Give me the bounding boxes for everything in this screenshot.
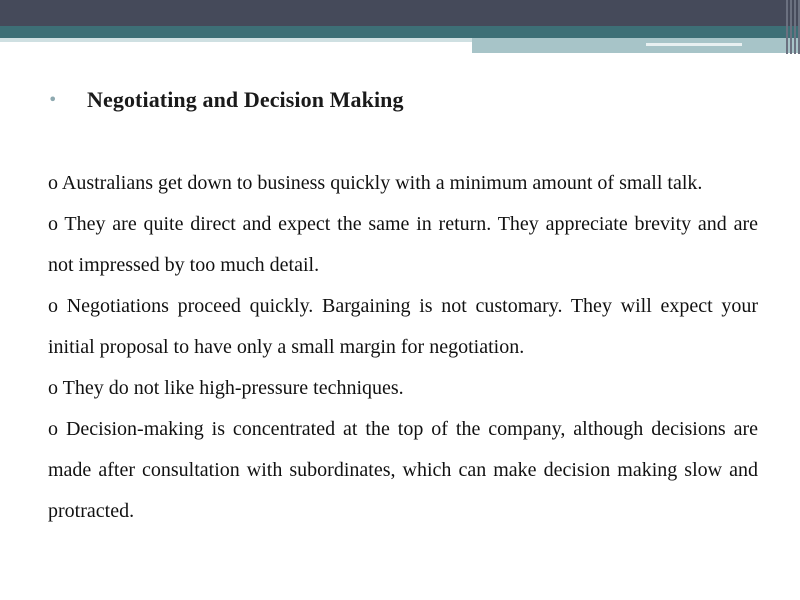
- header-band: [0, 0, 800, 26]
- paragraph: o Australians get down to business quickly with a minimum amount of small talk.: [48, 172, 703, 194]
- slide-body: [48, 163, 758, 532]
- header-pale-strip: [0, 38, 472, 42]
- bullet-icon: •: [48, 90, 58, 109]
- paragraph: o Negotiations proceed quickly. Bargaining is not customary. They will expect your initial proposal to have only a small margin for negotiation.: [48, 295, 758, 358]
- corner-decoration: [774, 0, 800, 54]
- header-accent-line: [646, 43, 742, 46]
- corner-line: [790, 0, 792, 54]
- paragraph: o Decision-making is concentrated at the top of the company, although decisions are made after consultation with subordinates, which can make decision making slow and protracted.: [48, 418, 758, 522]
- title-row: [48, 86, 404, 114]
- header-teal-strip: [0, 26, 800, 38]
- corner-line: [794, 0, 796, 54]
- paragraph: o They are quite direct and expect the same in return. They appreciate brevity and are not impressed by too much detail.: [48, 213, 758, 276]
- header-accent-block: [472, 38, 800, 53]
- corner-line: [786, 0, 788, 54]
- slide-title: Negotiating and Decision Making: [87, 87, 404, 112]
- paragraph: o They do not like high-pressure techniques.: [48, 377, 404, 399]
